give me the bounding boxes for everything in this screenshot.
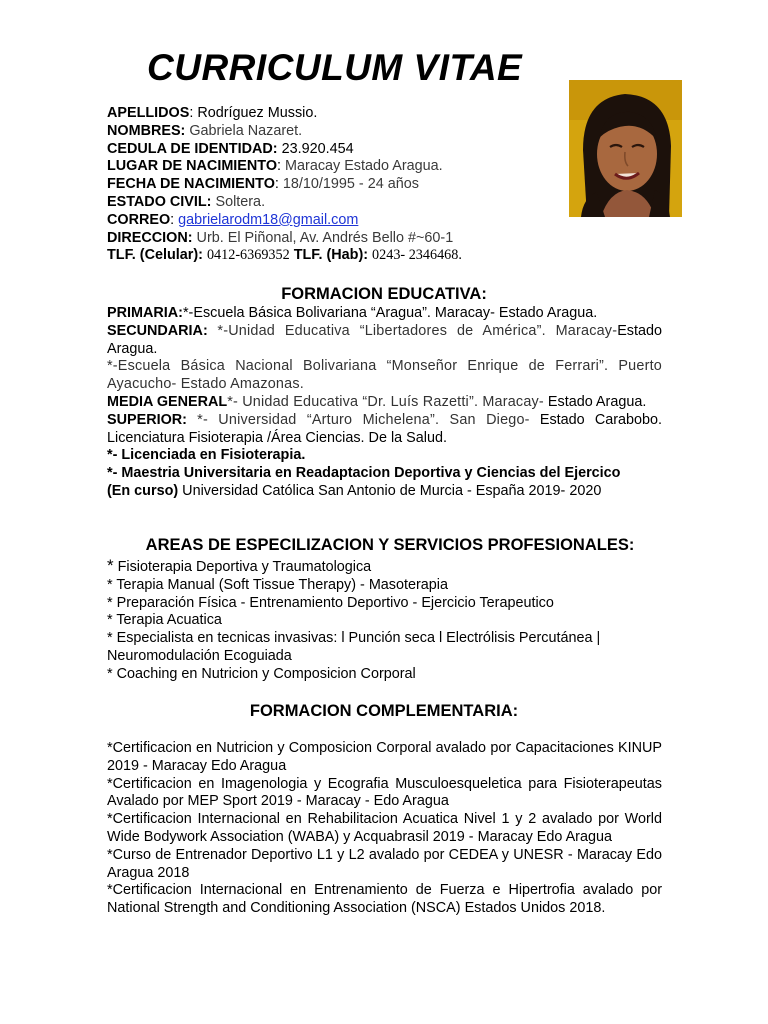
lugar-value: Maracay Estado Aragua.	[285, 158, 443, 175]
areas-item	[107, 557, 662, 577]
media-value-b: Estado Aragua.	[547, 393, 647, 410]
email-link[interactable]: gabrielarodm18@gmail.com	[178, 211, 359, 228]
complementary-item: *Certificacion Internacional en Rehabilitacion Acuatica Nivel 1 y 2 avalado por World Wide Bodywork Association (WABA) y Acquabrasil 2019 - Maracay Edo Aragua	[107, 811, 662, 845]
secundaria-value-a: *-Unidad Educativa “Libertadores de América”. Maracay-	[217, 322, 618, 339]
cv-title: CURRICULUM VITAE	[147, 47, 523, 88]
tlf-hab-label: TLF. (Hab):	[293, 247, 369, 264]
telefono-row	[107, 247, 662, 265]
complementary-heading: FORMACION COMPLEMENTARIA:	[249, 702, 519, 720]
maestria-entry: *- Maestria Universitaria en Readaptacion Deportiva y Ciencias del Ejercico	[107, 465, 621, 482]
fecha-label: FECHA DE NACIMIENTO	[107, 176, 275, 193]
complementary-item: *Certificacion en Imagenologia y Ecografia Musculoesqueletica para Fisioterapeutas Avalado por MEP Sport 2019 - Maracay - Edo Aragua	[107, 775, 662, 810]
media-value-a: *- Unidad Educativa “Dr. Luís Razetti”. Maracay-	[227, 393, 544, 410]
tlf-celular-value: 0412-6369352	[206, 247, 290, 264]
tlf-celular-label: TLF. (Celular):	[107, 247, 203, 264]
secundaria-label: SECUNDARIA:	[107, 322, 208, 339]
civil-value: Soltera.	[215, 193, 266, 210]
civil-label: ESTADO CIVIL:	[107, 193, 212, 210]
complementary-item: *Certificacion en Nutricion y Composicion Corporal avalado por Capacitaciones KINUP 2019 - Maracay Edo Aragua	[107, 740, 662, 774]
areas-item: * Especialista en tecnicas invasivas: l Punción seca l Electrólisis Percutánea | Neuromodulación Ecoguiada	[107, 630, 601, 664]
direccion-value: Urb. El Piñonal, Av. Andrés Bello #~60-1	[196, 229, 454, 246]
apellidos-label: APELLIDOS	[107, 105, 190, 121]
education-heading: FORMACION EDUCATIVA:	[281, 285, 487, 303]
apellidos-row: APELLIDOS: Rodríguez Mussio.	[107, 105, 318, 121]
media-entry	[107, 394, 662, 412]
complementary-item: *Curso de Entrenador Deportivo L1 y L2 avalado por CEDEA y UNESR - Maracay Edo Aragua 2018	[107, 846, 662, 881]
superior-label: SUPERIOR:	[107, 411, 187, 428]
civil-row	[107, 194, 662, 212]
primaria-entry	[107, 305, 662, 323]
nombres-label: NOMBRES:	[107, 122, 186, 139]
en-curso-entry	[107, 483, 662, 501]
cedula-row	[107, 141, 662, 159]
secundaria-entry	[107, 323, 662, 359]
areas-item: * Preparación Física - Entrenamiento Deportivo - Ejercicio Terapeutico	[107, 594, 554, 611]
complementary-item: *Certificacion Internacional en Entrenamiento de Fuerza e Hipertrofia avalado por National Strength and Conditioning Association (NSCA) Estados Unidos 2018.	[107, 882, 662, 917]
superior-value-b: Estado Carabobo.	[539, 411, 663, 428]
education-section	[107, 305, 662, 501]
media-label: MEDIA GENERAL	[107, 393, 228, 410]
correo-row: CORREO: gabrielarodm18@gmail.com	[107, 211, 359, 228]
personal-info	[107, 105, 662, 265]
primaria-value: *-Escuela Básica Bolivariana “Aragua”. Maracay- Estado Aragua.	[182, 305, 598, 321]
direccion-row	[107, 230, 662, 248]
secundaria-entry-2: *-Escuela Básica Nacional Bolivariana “Monseñor Enrique de Ferrari”. Puerto Ayacucho- Estado Amazonas.	[107, 358, 662, 393]
correo-label: CORREO	[107, 211, 171, 228]
lugar-row: LUGAR DE NACIMIENTO: Maracay Estado Aragua.	[107, 158, 443, 175]
superior-entry	[107, 412, 662, 448]
superior-value-a: *- Universidad “Arturo Michelena”. San Diego-	[197, 411, 530, 428]
fecha-row: FECHA DE NACIMIENTO: 18/10/1995 - 24 años	[107, 176, 419, 193]
fecha-value: 18/10/1995 - 24 años	[282, 176, 419, 193]
cedula-value: 23.920.454	[281, 140, 354, 157]
superior-value-c: Licenciatura Fisioterapia /Área Ciencias. De la Salud.	[107, 429, 447, 446]
bullet-star: *	[107, 556, 114, 575]
nombres-value: Gabriela Nazaret.	[189, 122, 303, 139]
cedula-label: CEDULA DE IDENTIDAD:	[107, 140, 278, 157]
en-curso-value: Universidad Católica San Antonio de Murcia - España 2019- 2020	[182, 482, 602, 499]
areas-item-text: Fisioterapia Deportiva y Traumatologica	[117, 559, 372, 575]
direccion-label: DIRECCION:	[107, 229, 193, 246]
tlf-hab-value: 0243- 2346468.	[372, 247, 462, 264]
areas-heading: AREAS DE ESPECILIZACION Y SERVICIOS PROFESIONALES:	[145, 536, 635, 554]
apellidos-value: Rodríguez Mussio.	[197, 105, 318, 121]
primaria-label: PRIMARIA:	[107, 305, 183, 321]
secundaria-value-c: Aragua.	[107, 340, 158, 357]
complementary-section	[107, 740, 662, 918]
areas-item: * Terapia Acuatica	[107, 612, 222, 629]
licenciada-entry: *- Licenciada en Fisioterapia.	[107, 447, 306, 464]
secundaria-value-b: Estado	[617, 322, 663, 339]
lugar-label: LUGAR DE NACIMIENTO	[107, 158, 278, 175]
areas-item: * Coaching en Nutricion y Composicion Corporal	[107, 665, 416, 682]
areas-item: * Terapia Manual (Soft Tissue Therapy) - Masoterapia	[107, 576, 449, 593]
en-curso-label: (En curso)	[107, 482, 179, 499]
areas-section	[107, 557, 662, 684]
nombres-row	[107, 123, 662, 141]
